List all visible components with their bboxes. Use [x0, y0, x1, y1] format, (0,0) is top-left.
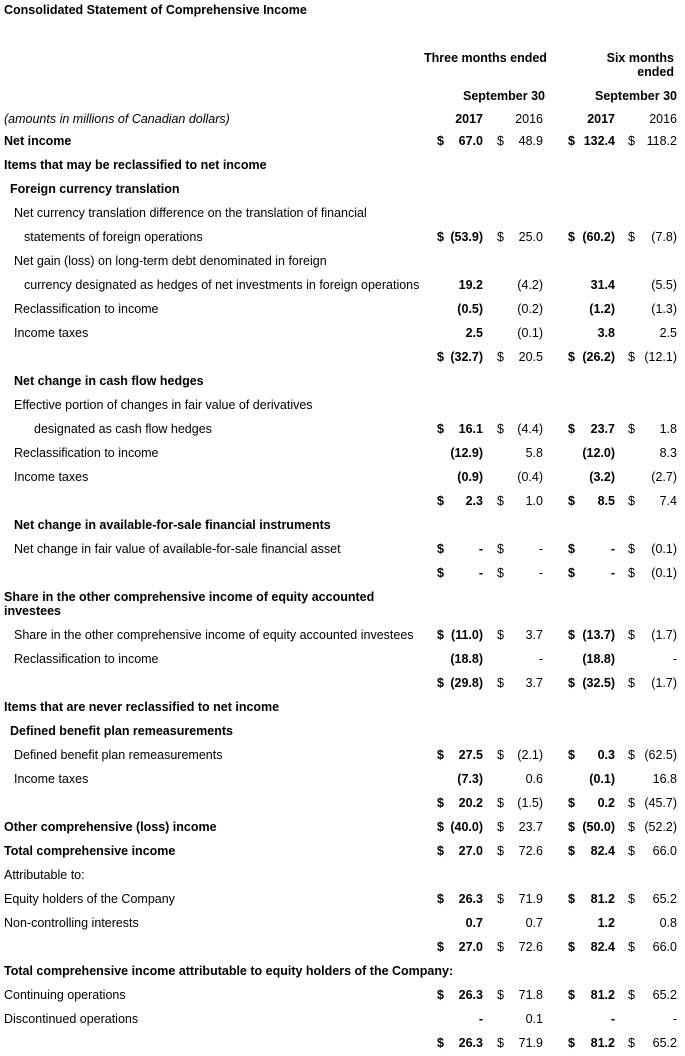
currency-symbol: $	[568, 628, 575, 642]
cell-value: 81.2	[590, 988, 615, 1002]
cell-value: -	[478, 542, 483, 556]
cell-value: (4.4)	[517, 422, 543, 436]
cell-value: 23.7	[518, 820, 543, 834]
cell-value: (26.2)	[582, 350, 615, 364]
currency-symbol: $	[497, 748, 504, 762]
currency-symbol: $	[437, 230, 444, 244]
table-row	[0, 444, 685, 464]
table-row	[0, 516, 685, 536]
table-row	[0, 372, 685, 392]
cell-value: (12.0)	[582, 446, 615, 460]
currency-symbol: $	[628, 676, 635, 690]
amounts-note: (amounts in millions of Canadian dollars)	[4, 112, 230, 126]
table-row	[0, 132, 685, 152]
currency-symbol: $	[568, 566, 575, 580]
currency-symbol: $	[497, 134, 504, 148]
cell-value: (3.2)	[589, 470, 615, 484]
cell-value: 27.0	[458, 844, 483, 858]
cell-value: 1.0	[525, 494, 543, 508]
table-row	[0, 348, 685, 368]
cell-value: -	[538, 542, 543, 556]
currency-symbol: $	[568, 422, 575, 436]
currency-symbol: $	[568, 350, 575, 364]
cell-value: -	[610, 1012, 615, 1026]
currency-symbol: $	[497, 820, 504, 834]
cell-value: (7.8)	[651, 230, 677, 244]
cell-value: 72.6	[518, 844, 543, 858]
row-label: statements of foreign operations	[24, 230, 203, 244]
row-label: Defined benefit plan remeasurements	[14, 748, 223, 762]
currency-symbol: $	[437, 628, 444, 642]
currency-symbol: $	[628, 988, 635, 1002]
cell-value: -	[610, 566, 615, 580]
cell-value: 118.2	[646, 134, 677, 148]
row-label: Reclassification to income	[14, 446, 159, 460]
table-row	[0, 156, 685, 176]
table-row	[0, 962, 685, 982]
cell-value: 8.5	[597, 494, 615, 508]
year-6m-prior: 2016	[649, 112, 677, 126]
cell-value: 48.9	[518, 134, 543, 148]
currency-symbol: $	[568, 134, 575, 148]
row-label: Reclassification to income	[14, 302, 159, 316]
header-years-row	[0, 110, 685, 130]
row-label: designated as cash flow hedges	[34, 422, 212, 436]
year-3m-prior: 2016	[515, 112, 543, 126]
currency-symbol: $	[437, 566, 444, 580]
cell-value: 0.3	[597, 748, 615, 762]
cell-value: (18.8)	[582, 652, 615, 666]
currency-symbol: $	[437, 748, 444, 762]
currency-symbol: $	[628, 350, 635, 364]
row-label: Foreign currency translation	[10, 182, 180, 196]
table-row	[0, 252, 685, 272]
cell-value: 7.4	[659, 494, 677, 508]
row-label: Net change in fair value of available-for-sale financial asset	[14, 542, 341, 556]
cell-value: (18.8)	[450, 652, 483, 666]
currency-symbol: $	[497, 676, 504, 690]
currency-symbol: $	[568, 844, 575, 858]
currency-symbol: $	[437, 494, 444, 508]
row-label: Items that are never reclassified to net income	[4, 700, 280, 714]
header-six-months-line2: ended	[637, 65, 674, 79]
cell-value: 1.8	[659, 422, 677, 436]
cell-value: 81.2	[590, 892, 615, 906]
cell-value: 132.4	[583, 134, 615, 148]
cell-value: (11.0)	[451, 628, 483, 642]
cell-value: 23.7	[590, 422, 615, 436]
header-period-3m: September 30	[463, 89, 545, 103]
cell-value: 0.1	[525, 1012, 543, 1026]
currency-symbol: $	[497, 494, 504, 508]
row-label: Income taxes	[14, 772, 89, 786]
header-period-6m: September 30	[595, 89, 677, 103]
table-row	[0, 674, 685, 694]
cell-value: (29.8)	[450, 676, 483, 690]
currency-symbol: $	[497, 566, 504, 580]
currency-symbol: $	[628, 566, 635, 580]
table-row	[0, 324, 685, 344]
cell-value: 71.9	[518, 892, 543, 906]
currency-symbol: $	[437, 844, 444, 858]
cell-value: 65.2	[652, 988, 677, 1002]
row-label: Reclassification to income	[14, 652, 159, 666]
cell-value: -	[538, 566, 543, 580]
cell-value: (40.0)	[450, 820, 483, 834]
cell-value: 3.7	[525, 628, 543, 642]
cell-value: 71.9	[518, 1036, 543, 1050]
currency-symbol: $	[628, 230, 635, 244]
table-row	[0, 746, 685, 766]
cell-value: 2.5	[465, 326, 483, 340]
cell-value: 2.5	[659, 326, 677, 340]
row-label: Total comprehensive income attributable to equity holders of the Company:	[4, 964, 454, 978]
header-six-months	[607, 51, 674, 79]
currency-symbol: $	[497, 940, 504, 954]
currency-symbol: $	[437, 350, 444, 364]
header-three-months: Three months ended	[424, 51, 547, 65]
cell-value: (1.7)	[651, 676, 677, 690]
currency-symbol: $	[568, 676, 575, 690]
cell-value: (32.5)	[582, 676, 615, 690]
cell-value: -	[478, 1012, 483, 1026]
cell-value: (62.5)	[644, 748, 677, 762]
cell-value: (12.1)	[644, 350, 677, 364]
currency-symbol: $	[568, 1036, 575, 1050]
currency-symbol: $	[497, 796, 504, 810]
currency-symbol: $	[437, 988, 444, 1002]
currency-symbol: $	[437, 892, 444, 906]
cell-value: 16.8	[652, 772, 677, 786]
cell-value: 81.2	[590, 1036, 615, 1050]
cell-value: 0.7	[465, 916, 483, 930]
cell-value: (60.2)	[582, 230, 615, 244]
cell-value: (0.5)	[457, 302, 483, 316]
currency-symbol: $	[497, 844, 504, 858]
table-row	[0, 938, 685, 958]
cell-value: 31.4	[590, 278, 615, 292]
cell-value: 66.0	[652, 844, 677, 858]
table-row	[0, 1034, 685, 1054]
currency-symbol: $	[497, 1036, 504, 1050]
cell-value: 8.3	[659, 446, 677, 460]
table-row	[0, 914, 685, 934]
cell-value: 3.8	[597, 326, 615, 340]
currency-symbol: $	[437, 676, 444, 690]
currency-symbol: $	[437, 796, 444, 810]
currency-symbol: $	[628, 542, 635, 556]
cell-value: 16.1	[458, 422, 483, 436]
currency-symbol: $	[568, 542, 575, 556]
cell-value: 67.0	[458, 134, 483, 148]
currency-symbol: $	[628, 796, 635, 810]
row-label: currency designated as hedges of net investments in foreign operations	[24, 278, 420, 292]
row-label: Items that may be reclassified to net income	[4, 158, 267, 172]
cell-value: (0.1)	[589, 772, 615, 786]
table-row	[0, 890, 685, 910]
cell-value: (52.2)	[644, 820, 677, 834]
table-row	[0, 540, 685, 560]
row-label: Effective portion of changes in fair value of derivatives	[14, 398, 313, 412]
row-label: Equity holders of the Company	[4, 892, 175, 906]
cell-value: (5.5)	[651, 278, 677, 292]
cell-value: (2.7)	[651, 470, 677, 484]
row-label: Attributable to:	[4, 868, 85, 882]
equity-section-heading: Share in the other comprehensive income of equity accounted investees	[4, 590, 375, 618]
cell-value: 0.6	[525, 772, 543, 786]
row-label: Discontinued operations	[4, 1012, 139, 1026]
cell-value: 5.8	[525, 446, 543, 460]
currency-symbol: $	[437, 542, 444, 556]
table-row	[0, 866, 685, 886]
table-row	[0, 722, 685, 742]
currency-symbol: $	[497, 422, 504, 436]
table-row	[0, 228, 685, 248]
currency-symbol: $	[437, 820, 444, 834]
cell-value: (0.2)	[517, 302, 543, 316]
cell-value: 2.3	[465, 494, 483, 508]
currency-symbol: $	[437, 1036, 444, 1050]
table-row	[0, 300, 685, 320]
cell-value: (1.2)	[589, 302, 615, 316]
cell-value: 65.2	[652, 1036, 677, 1050]
row-label: Defined benefit plan remeasurements	[10, 724, 233, 738]
row-label: Income taxes	[14, 470, 89, 484]
cell-value: 26.3	[458, 892, 483, 906]
cell-value: 0.8	[659, 916, 677, 930]
cell-value: (1.3)	[651, 302, 677, 316]
table-row	[0, 794, 685, 814]
cell-value: (0.1)	[651, 542, 677, 556]
currency-symbol: $	[568, 940, 575, 954]
table-row	[0, 626, 685, 646]
table-row	[0, 770, 685, 790]
currency-symbol: $	[628, 940, 635, 954]
currency-symbol: $	[628, 422, 635, 436]
currency-symbol: $	[628, 892, 635, 906]
cell-value: -	[610, 542, 615, 556]
table-row	[0, 276, 685, 296]
currency-symbol: $	[497, 230, 504, 244]
currency-symbol: $	[568, 796, 575, 810]
cell-value: (7.3)	[457, 772, 483, 786]
currency-symbol: $	[628, 628, 635, 642]
currency-symbol: $	[497, 892, 504, 906]
row-label: Non-controlling interests	[4, 916, 139, 930]
table-row	[0, 818, 685, 838]
cell-value: (12.9)	[450, 446, 483, 460]
currency-symbol: $	[568, 988, 575, 1002]
cell-value: 3.7	[525, 676, 543, 690]
currency-symbol: $	[497, 628, 504, 642]
currency-symbol: $	[628, 134, 635, 148]
table-row	[0, 468, 685, 488]
currency-symbol: $	[568, 820, 575, 834]
cell-value: 26.3	[458, 1036, 483, 1050]
cell-value: 27.0	[458, 940, 483, 954]
currency-symbol: $	[568, 748, 575, 762]
cell-value: 20.5	[518, 350, 543, 364]
year-6m-current: 2017	[587, 112, 615, 126]
cell-value: 66.0	[652, 940, 677, 954]
cell-value: 72.6	[518, 940, 543, 954]
cell-value: (0.4)	[517, 470, 543, 484]
currency-symbol: $	[628, 1036, 635, 1050]
year-3m-current: 2017	[455, 112, 483, 126]
cell-value: (45.7)	[644, 796, 677, 810]
row-label: Net change in available-for-sale financial instruments	[14, 518, 331, 532]
row-label: Share in the other comprehensive income of equity accounted investees	[14, 628, 414, 642]
row-label: Net income	[4, 134, 72, 148]
cell-value: (50.0)	[582, 820, 615, 834]
table-row	[0, 1010, 685, 1030]
cell-value: (53.9)	[450, 230, 483, 244]
cell-value: 82.4	[590, 940, 615, 954]
cell-value: 82.4	[590, 844, 615, 858]
cell-value: (1.5)	[517, 796, 543, 810]
table-row	[0, 180, 685, 200]
cell-value: (2.1)	[517, 748, 543, 762]
currency-symbol: $	[568, 230, 575, 244]
table-row	[0, 698, 685, 718]
table-row	[0, 564, 685, 584]
currency-symbol: $	[568, 892, 575, 906]
currency-symbol: $	[628, 820, 635, 834]
cell-value: (32.7)	[450, 350, 483, 364]
table-row	[0, 204, 685, 224]
currency-symbol: $	[628, 748, 635, 762]
cell-value: 26.3	[458, 988, 483, 1002]
currency-symbol: $	[497, 350, 504, 364]
table-row	[0, 842, 685, 862]
cell-value: -	[478, 566, 483, 580]
table-row	[0, 986, 685, 1006]
cell-value: 27.5	[458, 748, 483, 762]
cell-value: 0.7	[525, 916, 543, 930]
cell-value: 19.2	[458, 278, 483, 292]
cell-value: 20.2	[458, 796, 483, 810]
table-row	[0, 420, 685, 440]
cell-value: (0.9)	[457, 470, 483, 484]
row-label: Continuing operations	[4, 988, 126, 1002]
cell-value: (0.1)	[517, 326, 543, 340]
table-row	[0, 492, 685, 512]
currency-symbol: $	[628, 844, 635, 858]
cell-value: 0.2	[597, 796, 615, 810]
row-label: Total comprehensive income	[4, 844, 176, 858]
currency-symbol: $	[628, 494, 635, 508]
cell-value: (0.1)	[651, 566, 677, 580]
currency-symbol: $	[437, 134, 444, 148]
row-label: Net currency translation difference on the translation of financial	[14, 206, 367, 220]
currency-symbol: $	[437, 940, 444, 954]
table-row	[0, 650, 685, 670]
currency-symbol: $	[497, 542, 504, 556]
cell-value: (4.2)	[517, 278, 543, 292]
row-label: Income taxes	[14, 326, 89, 340]
cell-value: 71.8	[518, 988, 543, 1002]
cell-value: (13.7)	[582, 628, 615, 642]
statement-title: Consolidated Statement of Comprehensive Income	[4, 3, 307, 17]
cell-value: 25.0	[518, 230, 543, 244]
currency-symbol: $	[568, 494, 575, 508]
currency-symbol: $	[437, 422, 444, 436]
currency-symbol: $	[497, 988, 504, 1002]
cell-value: -	[672, 1012, 677, 1026]
cell-value: -	[538, 652, 543, 666]
cell-value: 1.2	[597, 916, 615, 930]
header-six-months-line1: Six months	[606, 51, 674, 65]
cell-value: 65.2	[652, 892, 677, 906]
row-label: Net change in cash flow hedges	[14, 374, 204, 388]
cell-value: (1.7)	[651, 628, 677, 642]
table-row	[0, 396, 685, 416]
row-label: Other comprehensive (loss) income	[4, 820, 217, 834]
cell-value: -	[672, 652, 677, 666]
row-label: Net gain (loss) on long-term debt denominated in foreign	[14, 254, 327, 268]
